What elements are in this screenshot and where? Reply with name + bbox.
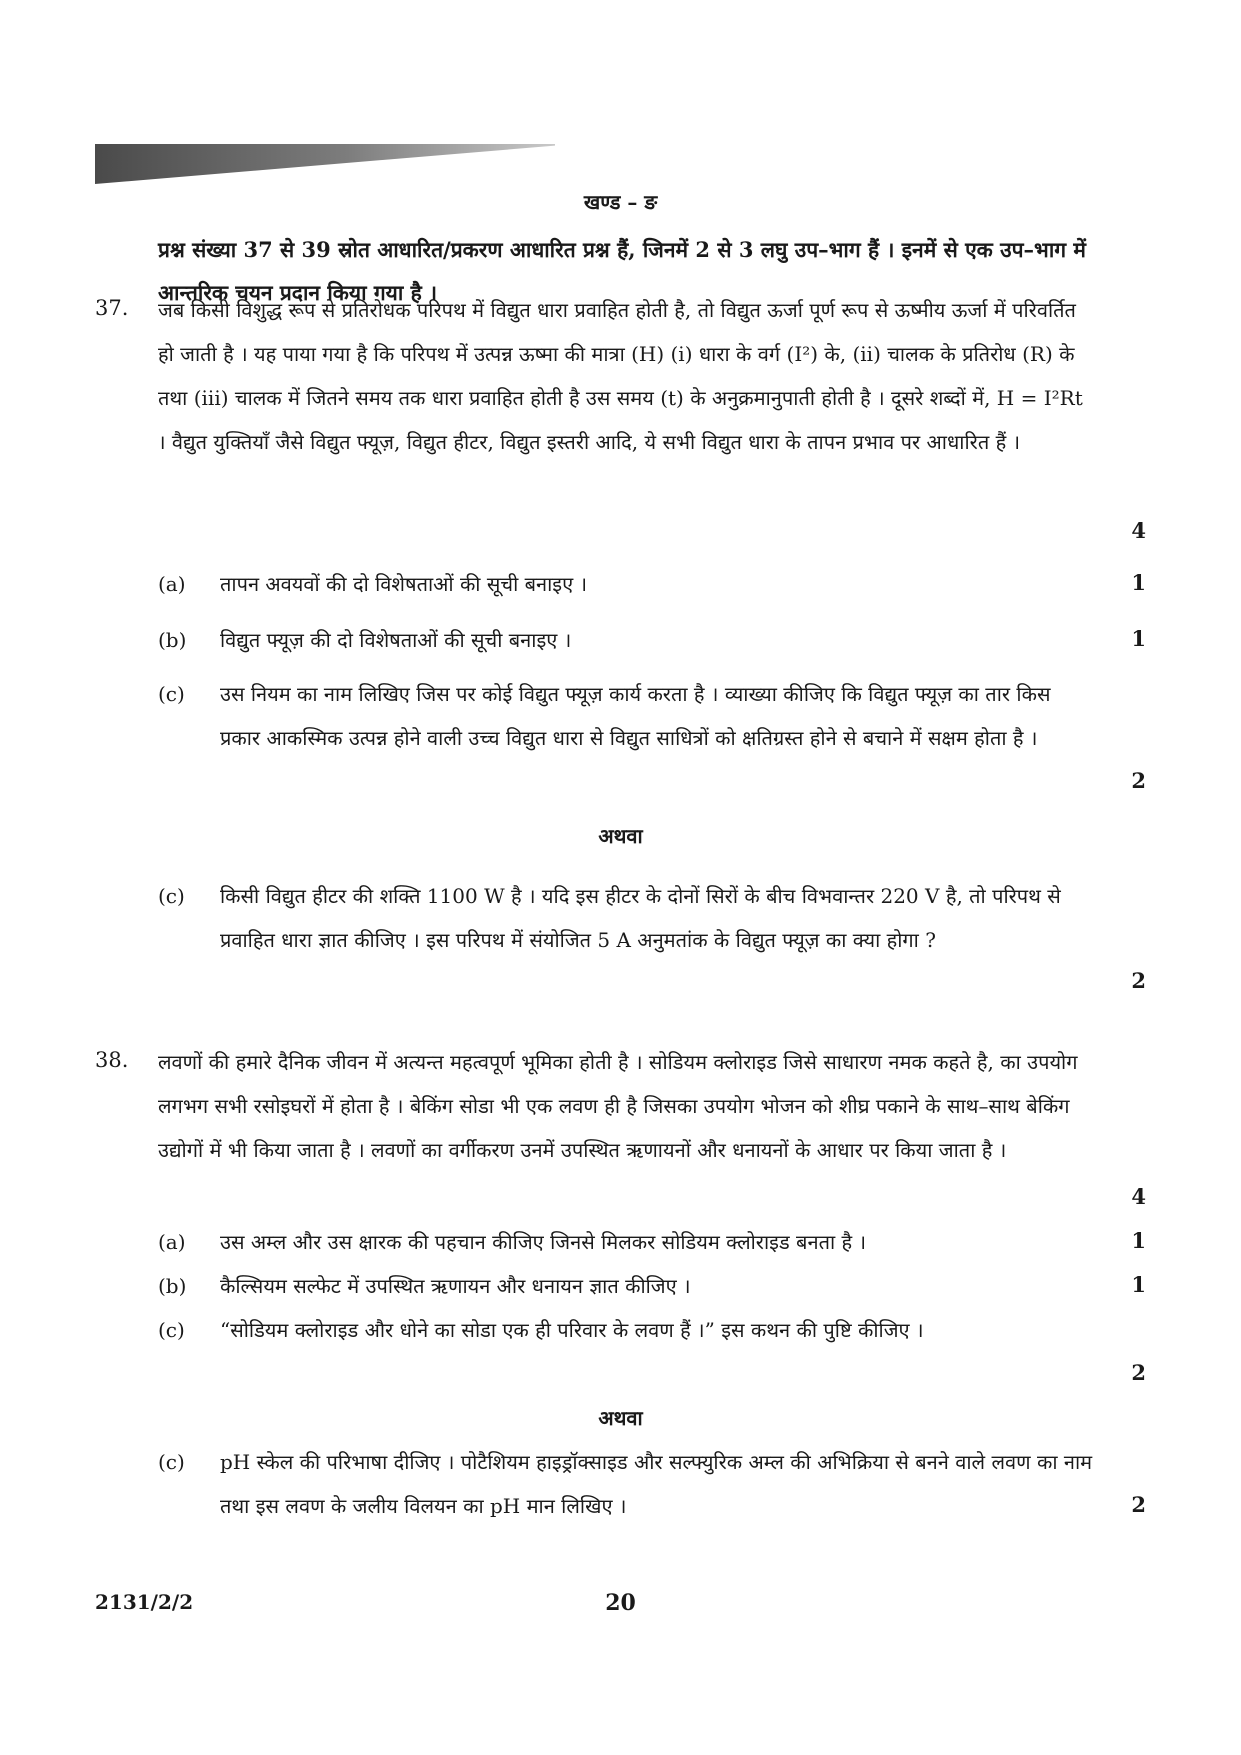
part-label: (c) <box>158 884 185 908</box>
question-38-or-label: अथवा <box>598 1406 643 1430</box>
part-text: कैल्सियम सल्फेट में उपस्थित ऋणायन और धनायन ज्ञात कीजिए । <box>220 1274 691 1298</box>
part-label: (a) <box>158 572 186 596</box>
part-text: “सोडियम क्लोराइड और धोने का सोडा एक ही परिवार के लवण हैं ।” इस कथन की पुष्टि कीजिए । <box>220 1318 924 1342</box>
question-38-part-c-marks: 2 <box>1131 1360 1146 1385</box>
question-38-part-b-marks: 1 <box>1131 1272 1146 1297</box>
question-38-passage: लवणों की हमारे दैनिक जीवन में अत्यन्त महत्वपूर्ण भूमिका होती है । सोडियम क्लोराइड जिसे साधारण नमक कहते है, का उपयोग लगभग सभी रसोइघरों में होता है । बेकिंग सोडा भी एक लवण ही है जिसका उपयोग भोजन को शीघ्र पकाने के साथ–साथ बेकिंग उद्योगों में भी किया जाता है । लवणों का वर्गीकरण उनमें उपस्थित ऋणायनों और धनायनों के आधार पर किया जाता है । <box>158 1050 1078 1162</box>
question-37-part-b <box>158 618 1093 662</box>
part-label: (c) <box>158 1450 185 1474</box>
question-37-or-label: अथवा <box>598 824 643 848</box>
question-37-part-c <box>158 672 1093 804</box>
question-37-marks: 4 <box>1131 518 1146 543</box>
question-38-part-a-marks: 1 <box>1131 1228 1146 1253</box>
part-label: (b) <box>158 628 187 652</box>
question-38-alt-marks: 2 <box>1131 1492 1146 1517</box>
part-label: (c) <box>158 682 185 706</box>
question-37-part-c-marks: 2 <box>1131 768 1146 793</box>
part-text: उस नियम का नाम लिखिए जिस पर कोई विद्युत फ्यूज़ कार्य करता है । व्याख्या कीजिए कि विद्युत फ्यूज़ का तार किस प्रकार आकस्मिक उत्पन्न होने वाली उच्च विद्युत धारा से विद्युत साधित्रों को क्षतिग्रस्त होने से बचाने में सक्षम होता है । <box>220 682 1051 750</box>
question-38-part-a <box>158 1220 1093 1264</box>
part-label: (c) <box>158 1318 185 1342</box>
question-37-part-b-marks: 1 <box>1131 626 1146 651</box>
part-text: किसी विद्युत हीटर की शक्ति 1100 W है । यदि इस हीटर के दोनों सिरों के बीच विभवान्तर 220 V है, तो परिपथ से प्रवाहित धारा ज्ञात कीजिए । इस परिपथ में संयोजित 5 A अनुमतांक के विद्युत फ्यूज़ का क्या होगा ? <box>220 884 1061 952</box>
section-title: खण्ड – ङ <box>583 190 658 214</box>
question-38-alt-part-c <box>158 1440 1093 1528</box>
part-label: (a) <box>158 1230 186 1254</box>
part-text: pH स्केल की परिभाषा दीजिए । पोटैशियम हाइड्रॉक्साइड और सल्फ्युरिक अम्ल की अभिक्रिया से बनने वाले लवण का नाम तथा इस लवण के जलीय विलयन का pH मान लिखिए । <box>220 1450 1093 1518</box>
question-37-part-a <box>158 562 1093 606</box>
part-text: विद्युत फ्यूज़ की दो विशेषताओं की सूची बनाइए । <box>220 628 572 652</box>
question-number-38: 38. <box>95 1048 129 1072</box>
question-37-passage: जब किसी विशुद्ध रूप से प्रतिरोधक परिपथ में विद्युत धारा प्रवाहित होती है, तो विद्युत ऊर्जा पूर्ण रूप से ऊष्मीय ऊर्जा में परिवर्तित हो जाती है । यह पाया गया है कि परिपथ में उत्पन्न ऊष्मा की मात्रा (H) (i) धारा के वर्ग (I²) के, (ii) चालक के प्रतिरोध (R) के तथा (iii) चालक में जितने समय तक धारा प्रवाहित होती है उस समय (t) के अनुक्रमानुपाती होती है । दूसरे शब्दों में, H = I²Rt । वैद्युत युक्तियाँ जैसे विद्युत फ्यूज़, विद्युत हीटर, विद्युत इस्तरी आदि, ये सभी विद्युत धारा के तापन प्रभाव पर आधारित हैं । <box>158 298 1083 454</box>
question-37-alt-marks: 2 <box>1131 968 1146 993</box>
header-decoration-bar <box>95 144 555 184</box>
question-37-alt-part-c <box>158 874 1093 1006</box>
part-text: उस अम्ल और उस क्षारक की पहचान कीजिए जिनसे मिलकर सोडियम क्लोराइड बनता है । <box>220 1230 867 1254</box>
question-38-marks: 4 <box>1131 1184 1146 1209</box>
footer-page-number: 20 <box>605 1590 636 1616</box>
part-text: तापन अवयवों की दो विशेषताओं की सूची बनाइए । <box>220 572 588 596</box>
question-37-part-a-marks: 1 <box>1131 570 1146 595</box>
question-38-part-c <box>158 1308 1093 1396</box>
question-38-part-b <box>158 1264 1093 1308</box>
footer-paper-code: 2131/2/2 <box>95 1590 194 1614</box>
question-number-37: 37. <box>95 296 129 320</box>
part-label: (b) <box>158 1274 187 1298</box>
section-instructions: प्रश्न संख्या 37 से 39 स्रोत आधारित/प्रकरण आधारित प्रश्न हैं, जिनमें 2 से 3 लघु उप–भाग हैं । इनमें से एक उप–भाग में आन्तरिक चयन प्रदान किया गया है । <box>158 237 1086 305</box>
